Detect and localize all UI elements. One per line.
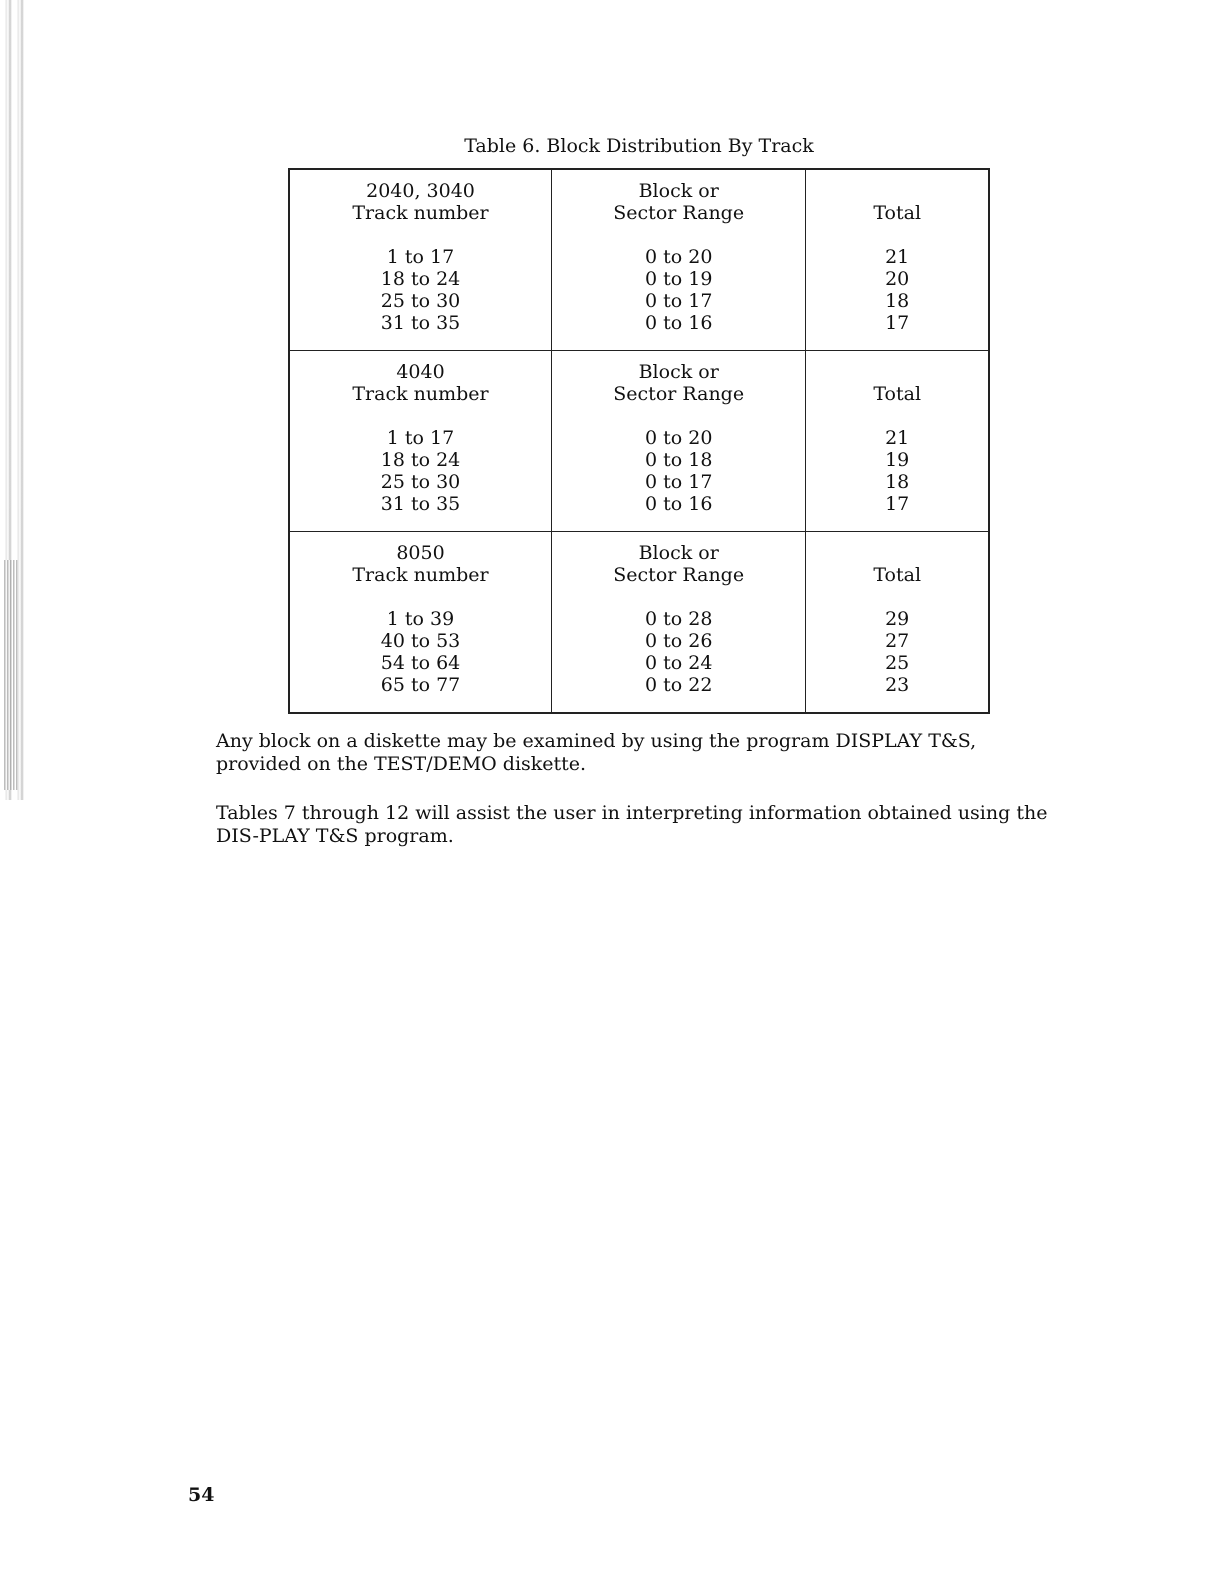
column-header: Track number <box>352 202 489 224</box>
column-header: Block or <box>638 361 719 383</box>
sector-range-value: 0 to 16 <box>644 312 713 334</box>
column-header: Total <box>873 564 922 586</box>
total-cell <box>806 351 989 532</box>
table-row <box>289 351 989 532</box>
track-range-value: 65 to 77 <box>380 674 461 696</box>
total-value: 17 <box>885 312 910 334</box>
drive-model-label: 8050 <box>396 542 445 564</box>
sector-range-value: 0 to 26 <box>644 630 713 652</box>
column-header: Sector Range <box>613 564 745 586</box>
sector-range-cell <box>552 351 806 532</box>
column-header: Sector Range <box>613 202 745 224</box>
track-range-value: 25 to 30 <box>380 471 461 493</box>
track-range-value: 31 to 35 <box>380 493 461 515</box>
total-value: 25 <box>885 652 910 674</box>
track-number-cell <box>289 532 552 714</box>
sector-range-value: 0 to 28 <box>644 608 713 630</box>
sector-range-value: 0 to 18 <box>644 449 713 471</box>
sector-range-cell <box>552 532 806 714</box>
sector-range-cell <box>552 169 806 351</box>
column-header: Total <box>873 383 922 405</box>
track-range-value: 18 to 24 <box>380 449 461 471</box>
total-value: 23 <box>885 674 910 696</box>
track-range-value: 31 to 35 <box>380 312 461 334</box>
sector-range-value: 0 to 24 <box>644 652 713 674</box>
track-range-value: 1 to 17 <box>386 427 455 449</box>
total-value: 21 <box>885 246 910 268</box>
scan-binding-edge <box>0 0 24 800</box>
track-range-value: 40 to 53 <box>380 630 461 652</box>
track-range-value: 18 to 24 <box>380 268 461 290</box>
column-header: Total <box>873 202 922 224</box>
block-distribution-table <box>288 168 990 714</box>
total-value: 19 <box>885 449 910 471</box>
sector-range-value: 0 to 22 <box>644 674 713 696</box>
sector-range-value: 0 to 20 <box>644 246 713 268</box>
track-range-value: 54 to 64 <box>380 652 461 674</box>
sector-range-value: 0 to 19 <box>644 268 713 290</box>
page-number: 54 <box>188 1484 215 1506</box>
paragraph-tables-reference: Tables 7 through 12 will assist the user in interpreting information obtained using the DIS-PLAY T&S program. <box>216 802 1048 847</box>
table-row <box>289 169 989 351</box>
track-range-value: 1 to 39 <box>386 608 455 630</box>
column-header: Block or <box>638 542 719 564</box>
total-value: 17 <box>885 493 910 515</box>
drive-model-label: 4040 <box>396 361 445 383</box>
total-value: 21 <box>885 427 910 449</box>
total-value: 20 <box>885 268 910 290</box>
track-range-value: 25 to 30 <box>380 290 461 312</box>
track-number-cell <box>289 351 552 532</box>
table-row <box>289 532 989 714</box>
column-header: Sector Range <box>613 383 745 405</box>
column-header: Track number <box>352 564 489 586</box>
total-value: 29 <box>885 608 910 630</box>
total-cell <box>806 169 989 351</box>
column-header: Block or <box>638 180 719 202</box>
paragraph-display-program: Any block on a diskette may be examined by using the program DISPLAY T&S, provided on the TEST/DEMO diskette. <box>216 730 977 775</box>
total-value: 18 <box>885 290 910 312</box>
total-value: 27 <box>885 630 910 652</box>
table-caption: Table 6. Block Distribution By Track <box>464 135 814 157</box>
sector-range-value: 0 to 16 <box>644 493 713 515</box>
drive-model-label: 2040, 3040 <box>366 180 475 202</box>
track-number-cell <box>289 169 552 351</box>
sector-range-value: 0 to 20 <box>644 427 713 449</box>
total-cell <box>806 532 989 714</box>
total-value: 18 <box>885 471 910 493</box>
sector-range-value: 0 to 17 <box>644 471 713 493</box>
track-range-value: 1 to 17 <box>386 246 455 268</box>
sector-range-value: 0 to 17 <box>644 290 713 312</box>
column-header: Track number <box>352 383 489 405</box>
